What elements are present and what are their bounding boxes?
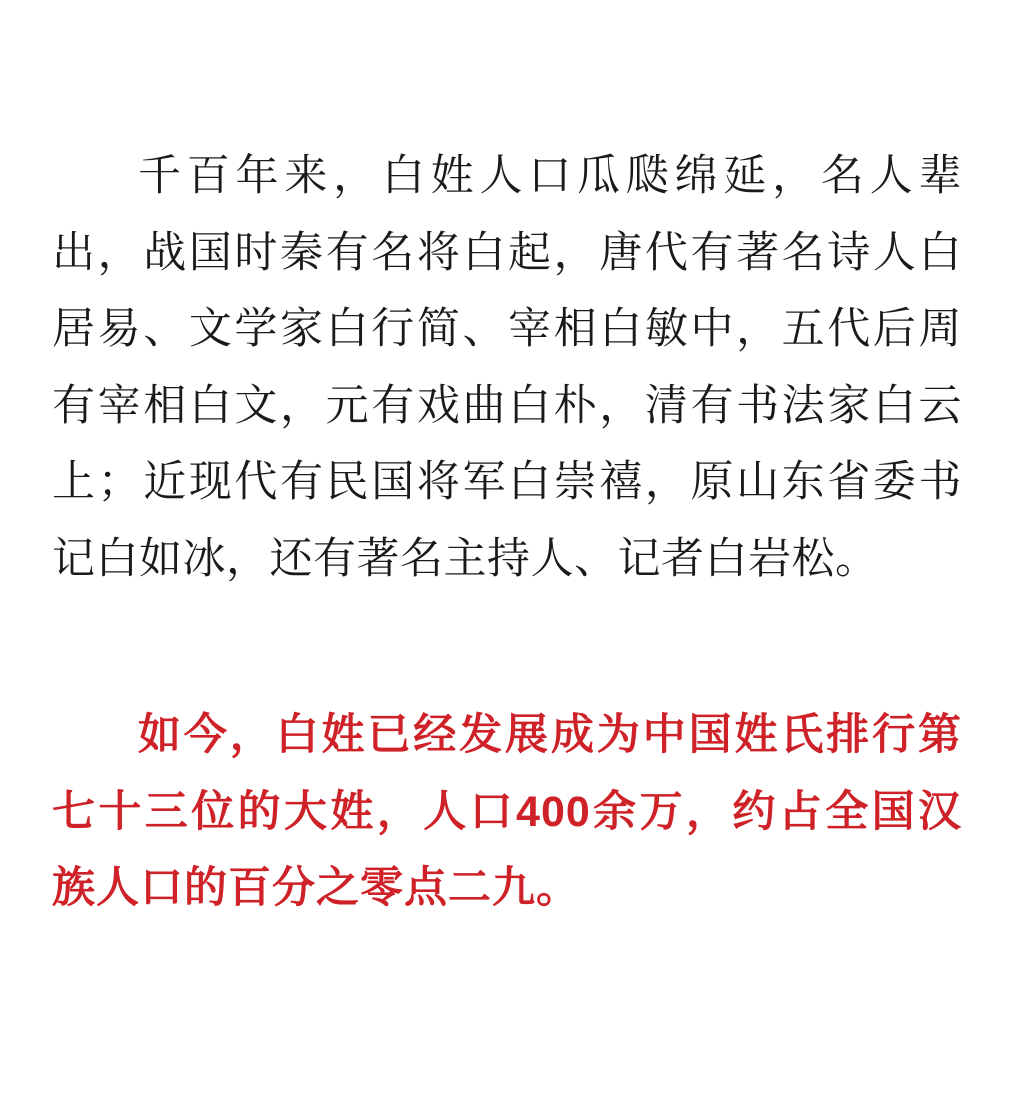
paragraph-history: 千百年来，白姓人口瓜瓞绵延，名人辈出，战国时秦有名将白起，唐代有著名诗人白居易、文学家白行简、宰相白敏中，五代后周有宰相白文，元有戏曲白朴，清有书法家白云上；近现代有民国将军白崇禧，原山东省委书记白如冰，还有著名主持人、记者白岩松。 — [52, 152, 962, 583]
paragraph-summary: 如今，白姓已经发展成为中国姓氏排行第七十三位的大姓，人口400余万，约占全国汉族人口的百分之零点二九。 — [52, 711, 962, 913]
